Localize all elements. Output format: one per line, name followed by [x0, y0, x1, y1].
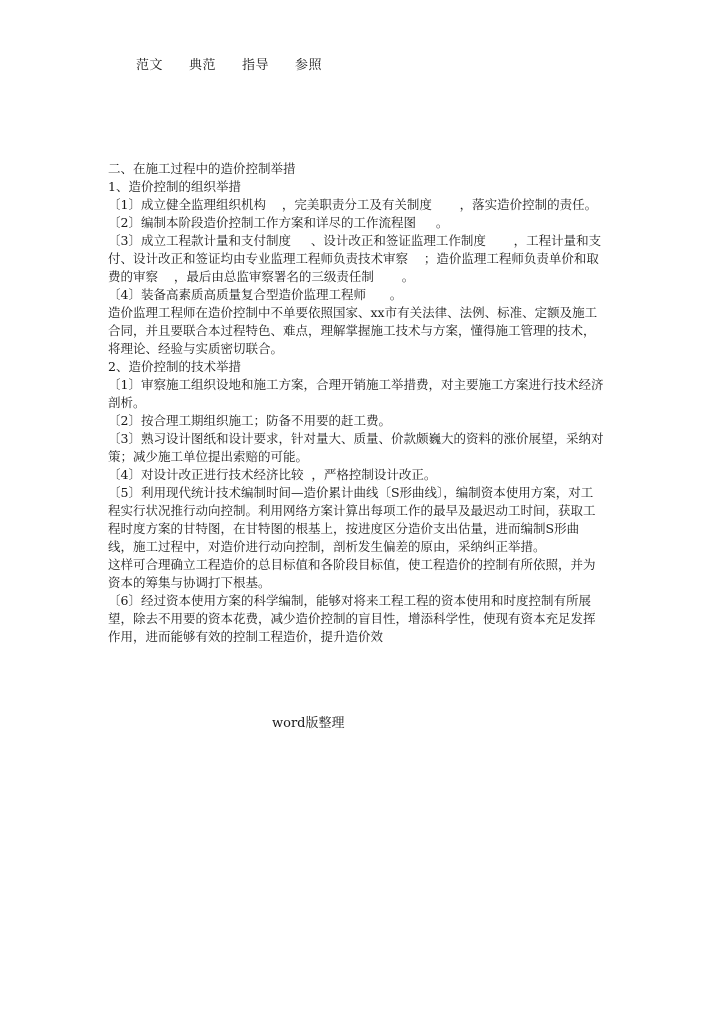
paragraph: 〔4〕对设计改正进行技术经济比较 ，严格控制设计改正。: [108, 467, 437, 482]
paragraph: 〔1〕成立健全监理组织机构 ，完美职责分工及有关制度 ，落实造价控制的责任。: [108, 197, 598, 212]
paragraph: 〔2〕按合理工期组织施工；防备不用要的赶工费。: [108, 413, 391, 428]
document-body: [108, 160, 604, 646]
page-header: [136, 54, 348, 73]
paragraph: 〔3〕熟习设计图纸和设计要求，针对量大、质量、价款颇巍大的资料的涨价展望，采纳对策；减少施工单位提出索赔的可能。: [108, 431, 604, 464]
subsection-heading-technical: 2、造价控制的技术举措: [108, 359, 241, 374]
paragraph: 〔4〕装备高素质高质量复合型造价监理工程师 。: [108, 287, 403, 302]
paragraph: 〔6〕经过资本使用方案的科学编制，能够对将来工程工程的资本使用和时度控制有所展望，除去不用要的资本花费，减少造价控制的盲目性，增添科学性，使现有资本充足发挥作用，进而能够有效的控制工程造价，提升造价效: [108, 593, 596, 644]
header-item-fanwen: 范文: [136, 58, 164, 73]
paragraph: 〔5〕利用现代统计技术编制时间—造价累计曲线〔S形曲线〕，编制资本使用方案，对工程实行状况推行动向控制。利用网络方案计算出每项工作的最早及最迟动工时间，获取工程时度方案的甘特图，在甘特图的根基上，按进度区分造价支出估量，进而编制S形曲线，施工过程中，对造价进行动向控制，剖析发生偏差的原由，采纳纠正举措。: [108, 485, 596, 554]
section-heading: 二、在施工过程中的造价控制举措: [108, 161, 296, 176]
paragraph: 〔1〕审察施工组织设地和施工方案，合理开销施工举措费，对主要施工方案进行技术经济剖析。: [108, 377, 604, 410]
header-item-canzhao: 参照: [295, 58, 323, 73]
paragraph: 造价监理工程师在造价控制中不单要依照国家、xx市有关法律、法例、标准、定额及施工合同，并且要联合本过程特色、难点，理解掌握施工技术与方案，懂得施工管理的技术，将理论、经验与实质密切联合。: [108, 305, 598, 356]
paragraph: 这样可合理确立工程造价的总目标值和各阶段目标值，使工程造价的控制有所依照，并为资本的筹集与协调打下根基。: [108, 557, 596, 590]
subsection-heading-organization: 1、造价控制的组织举措: [108, 179, 241, 194]
header-item-dianfan: 典范: [189, 58, 217, 73]
paragraph: 〔2〕编制本阶段造价控制工作方案和详尽的工作流程图 。: [108, 215, 449, 230]
header-item-zhidao: 指导: [242, 58, 270, 73]
page-footer: word版整理: [272, 716, 345, 731]
paragraph: 〔3〕成立工程款计量和支付制度 、设计改正和签证监理工作制度 ，工程计量和支付、设计改正和签证均由专业监理工程师负责技术审察 ；造价监理工程师负责单价和取费的审察 ，最后由总监审察署名的三级责任制 。: [108, 233, 602, 284]
